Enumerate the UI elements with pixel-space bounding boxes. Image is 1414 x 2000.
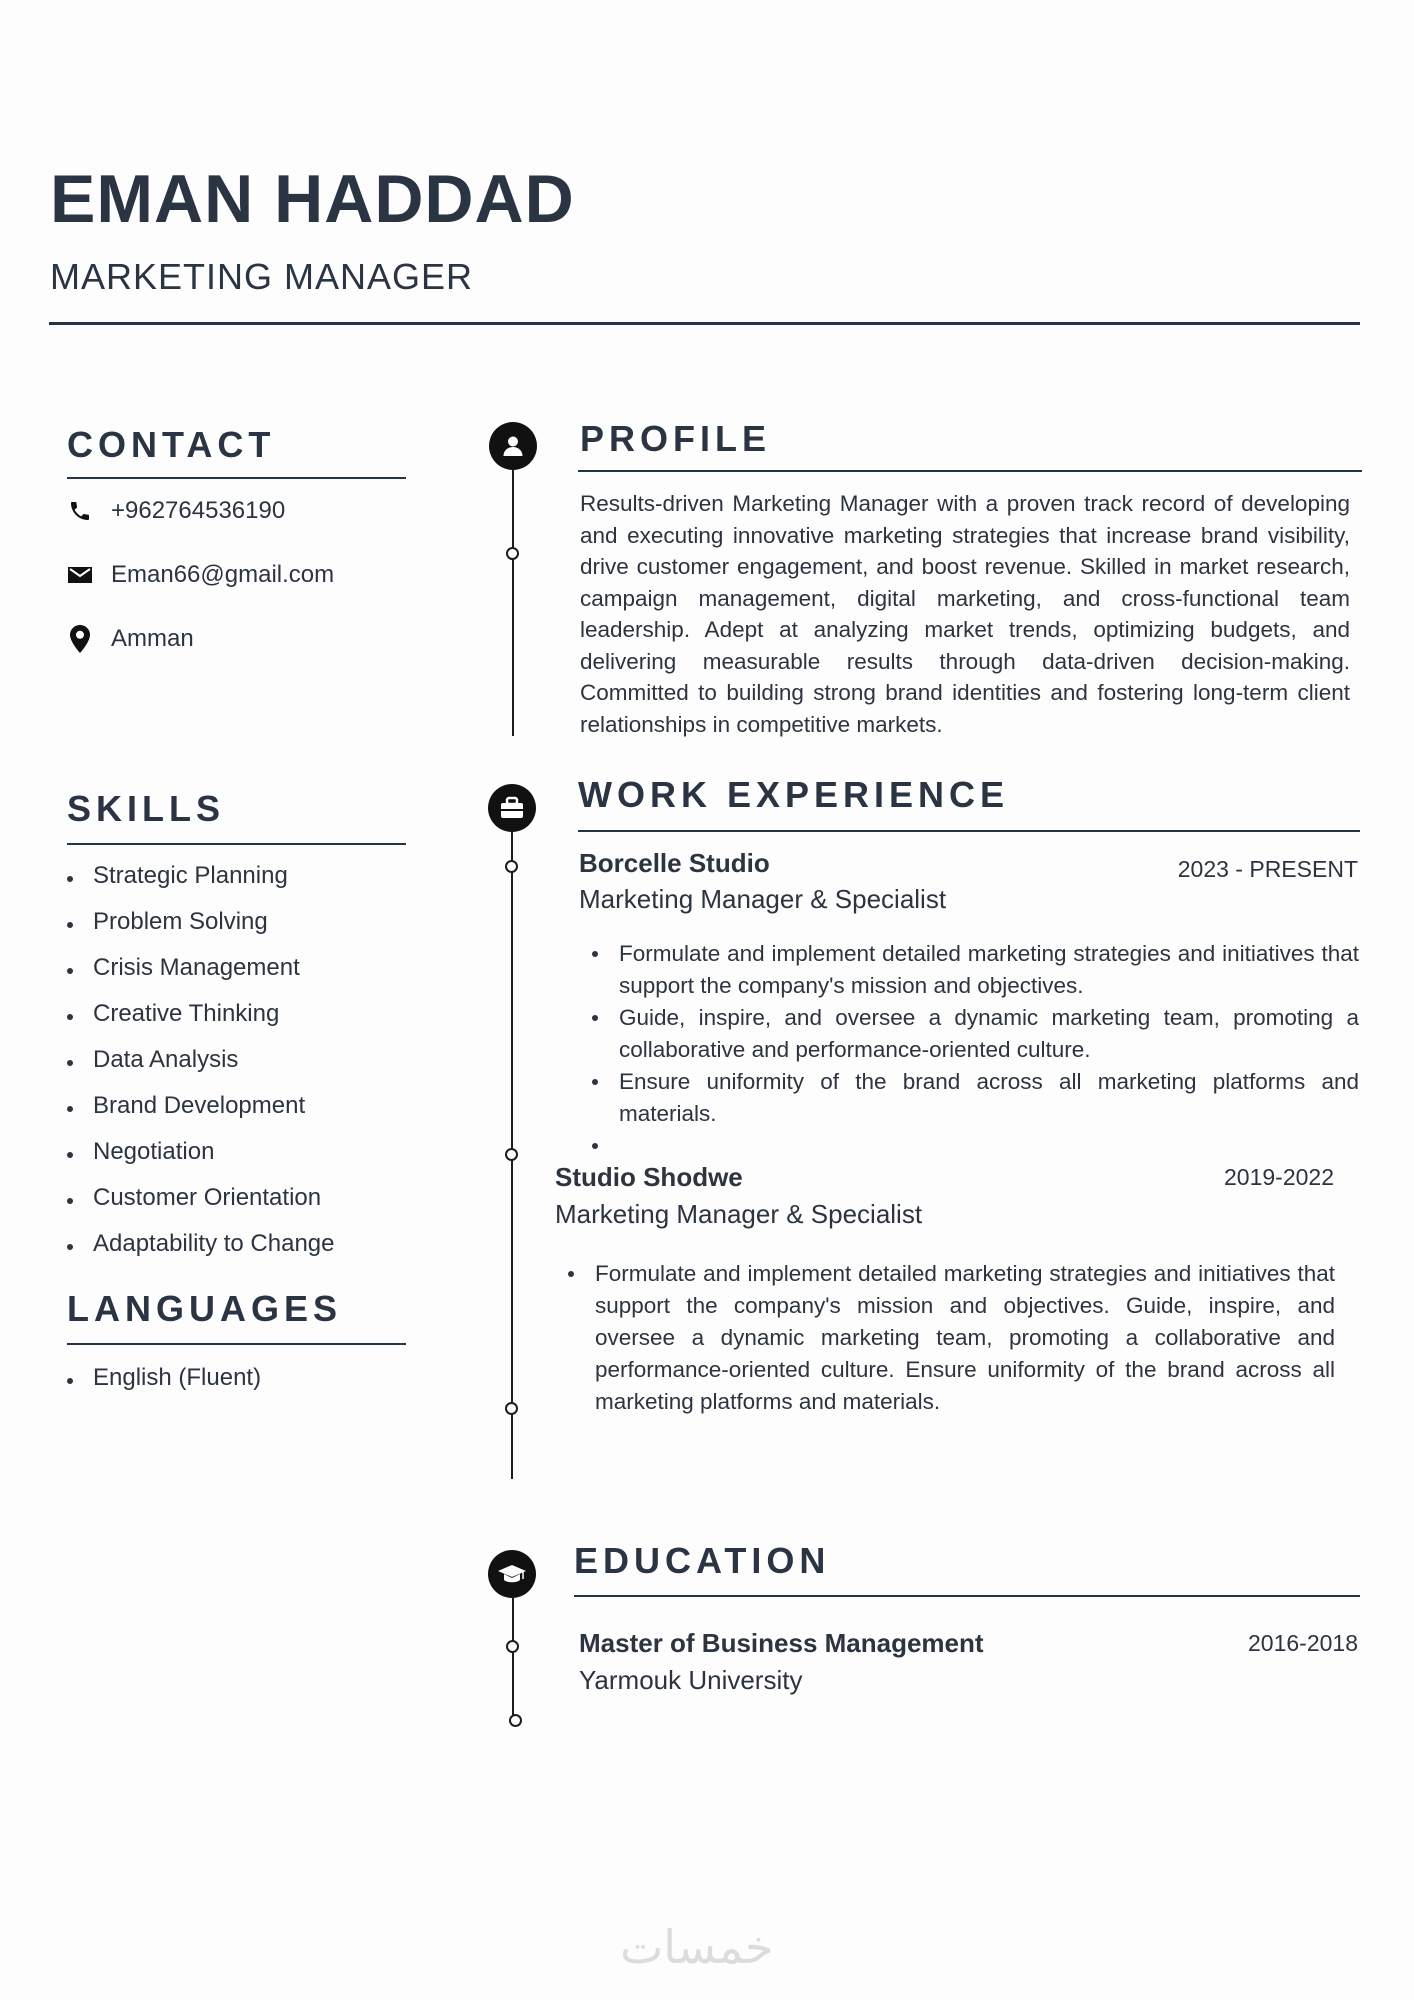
job-bullets xyxy=(555,1258,1335,1418)
location-pin-icon xyxy=(67,624,93,654)
job-bullets xyxy=(579,938,1359,1162)
contact-divider xyxy=(67,477,406,479)
job-company: Borcelle Studio xyxy=(579,848,770,878)
school-name: Yarmouk University xyxy=(579,1665,803,1695)
job-bullet: Guide, inspire, and oversee a dynamic marketing team, promoting a collaborative and performance-oriented culture. xyxy=(579,1002,1359,1066)
timeline-line-profile xyxy=(512,446,514,736)
profile-summary: Results-driven Marketing Manager with a proven track record of developing and executing innovative marketing strategies that increase brand visibility, drive customer engagement, and boost revenue. Skilled in market research, campaign management, digital marketing, and cross-functional team leadership. Adept at analyzing market trends, optimizing budgets, and delivering measurable results through data-driven decision-making. Committed to building strong brand identities and fostering long-term client relationships in competitive markets. xyxy=(580,491,1350,737)
job-title: MARKETING MANAGER xyxy=(50,256,474,297)
experience-divider xyxy=(578,830,1360,832)
email-address: Eman66@gmail.com xyxy=(111,561,335,588)
user-icon xyxy=(489,422,537,470)
degree-title: Master of Business Management xyxy=(579,1628,984,1658)
phone-icon xyxy=(67,496,93,526)
languages-heading: LANGUAGES xyxy=(67,1288,343,1329)
languages-list xyxy=(67,1364,261,1392)
job-role: Marketing Manager & Specialist xyxy=(555,1199,923,1229)
header-divider xyxy=(49,322,1360,325)
job-role: Marketing Manager & Specialist xyxy=(579,884,947,914)
job-bullet: Ensure uniformity of the brand across all marketing platforms and materials. xyxy=(579,1066,1359,1130)
skill-item: Brand Development xyxy=(67,1092,335,1138)
education-heading: EDUCATION xyxy=(574,1540,831,1581)
job-bullet: Formulate and implement detailed marketing strategies and initiatives that support the company's mission and objectives. Guide, inspire, and oversee a dynamic marketing team, promoting a collaborative and performance-oriented culture. Ensure uniformity of the brand across all marketing platforms and materials. xyxy=(555,1258,1335,1418)
timeline-dot xyxy=(506,547,519,560)
education-divider xyxy=(574,1595,1360,1597)
skill-item: Crisis Management xyxy=(67,954,335,1000)
skills-heading: SKILLS xyxy=(67,788,226,829)
timeline-dot xyxy=(505,1402,518,1415)
job-company: Studio Shodwe xyxy=(555,1162,743,1192)
skill-item: Adaptability to Change xyxy=(67,1230,335,1276)
skill-item: Data Analysis xyxy=(67,1046,335,1092)
skills-list xyxy=(67,862,335,1276)
mail-icon xyxy=(67,560,93,590)
languages-divider xyxy=(67,1343,406,1345)
watermark-logo: خمسات xyxy=(620,1920,774,1974)
timeline-dot xyxy=(506,1640,519,1653)
phone-number: +962764536190 xyxy=(111,497,286,524)
timeline-dot xyxy=(505,860,518,873)
contact-email xyxy=(67,560,334,590)
job-bullet xyxy=(579,1130,1359,1162)
candidate-name: EMAN HADDAD xyxy=(50,161,575,237)
job-bullet: Formulate and implement detailed marketing strategies and initiatives that support the company's mission and objectives. xyxy=(579,938,1359,1002)
language-item: English (Fluent) xyxy=(67,1364,261,1392)
briefcase-icon xyxy=(488,784,536,832)
graduation-cap-icon xyxy=(488,1550,536,1598)
job-dates: 2023 - PRESENT xyxy=(1177,856,1358,882)
education-dates: 2016-2018 xyxy=(1248,1630,1358,1656)
skill-item: Strategic Planning xyxy=(67,862,335,908)
profile-heading: PROFILE xyxy=(580,418,772,459)
job-dates: 2019-2022 xyxy=(1224,1164,1334,1190)
timeline-dot xyxy=(505,1148,518,1161)
skill-item: Creative Thinking xyxy=(67,1000,335,1046)
contact-phone xyxy=(67,496,285,526)
profile-divider xyxy=(578,470,1362,472)
timeline-line-education xyxy=(512,1598,514,1722)
skills-divider xyxy=(67,843,406,845)
timeline-dot xyxy=(509,1714,522,1727)
location-text: Amman xyxy=(111,625,194,652)
skill-item: Problem Solving xyxy=(67,908,335,954)
contact-location xyxy=(67,624,194,654)
skill-item: Negotiation xyxy=(67,1138,335,1184)
skill-item: Customer Orientation xyxy=(67,1184,335,1230)
experience-heading: WORK EXPERIENCE xyxy=(578,774,1010,815)
contact-heading: CONTACT xyxy=(67,424,276,465)
